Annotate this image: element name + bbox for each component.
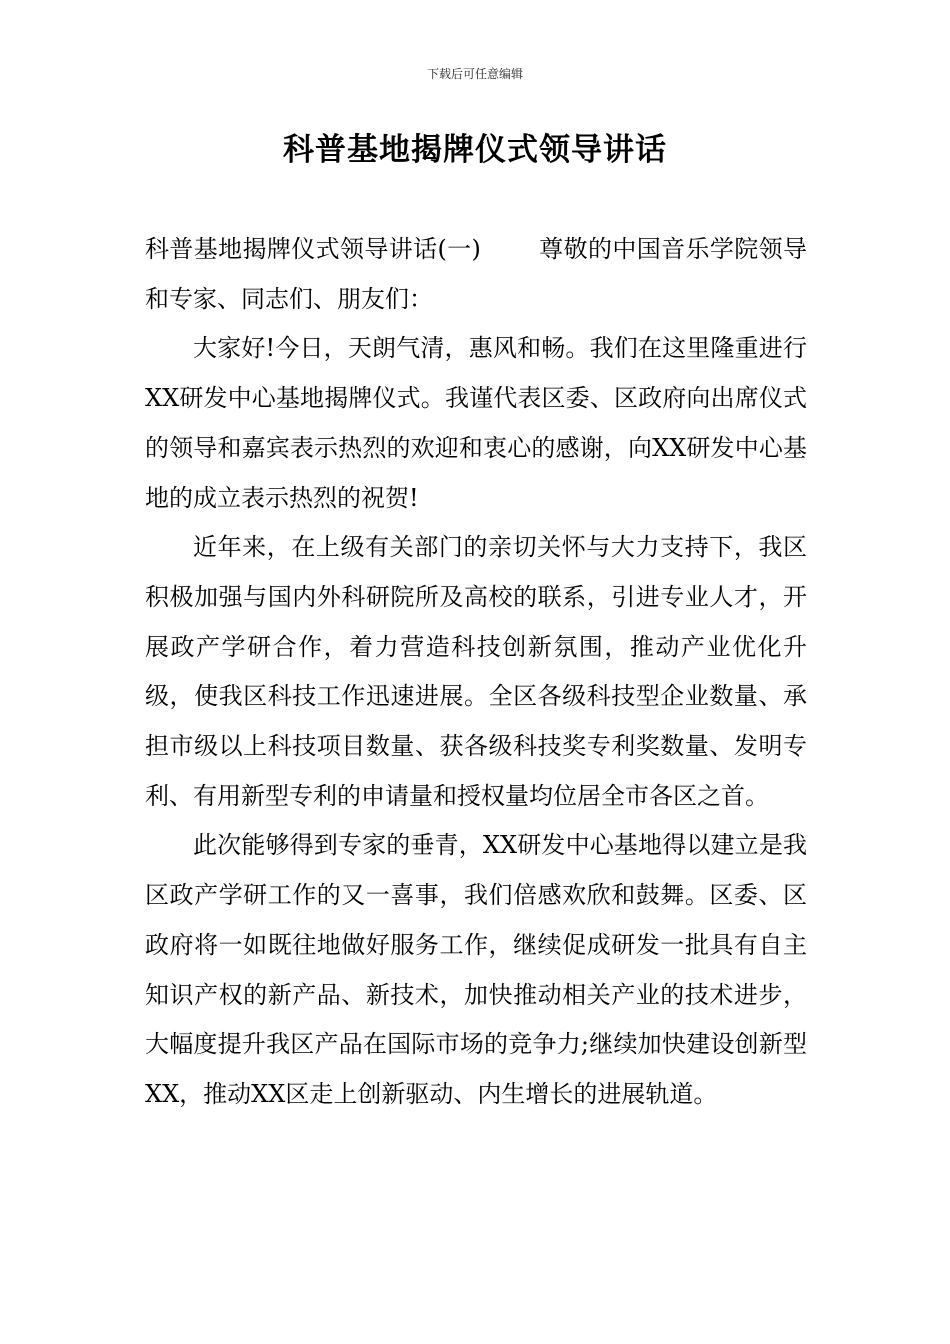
paragraph-welcome: 大家好!今日，天朗气清，惠风和畅。我们在这里隆重进行XX研发中心基地揭牌仪式。我谨代表区委、区政府向出席仪式的领导和嘉宾表示热烈的欢迎和衷心的感谢，向XX研发中心基地的成立表示热烈的祝贺!	[145, 334, 807, 512]
intro-paragraph	[145, 225, 807, 324]
intro-salutation: 尊敬的中国音乐学院领导和专家、同志们、朋友们：	[145, 235, 807, 313]
header-note: 下载后可任意编辑	[426, 67, 523, 81]
document-body	[145, 225, 807, 1120]
document-title: 科普基地揭牌仪式领导讲话	[283, 132, 667, 168]
intro-lead: 科普基地揭牌仪式领导讲话(一)	[145, 235, 481, 263]
paragraph-achievements: 近年来，在上级有关部门的亲切关怀与大力支持下，我区积极加强与国内外科研院所及高校的联系，引进专业人才，开展政产学研合作，着力营造科技创新氛围，推动产业优化升级，使我区科技工作迅速进展。全区各级科技型企业数量、承担市级以上科技项目数量、获各级科技奖专利奖数量、发明专利、有用新型专利的申请量和授权量均位居全市各区之首。	[145, 533, 807, 810]
paragraph-outlook: 此次能够得到专家的垂青，XX研发中心基地得以建立是我区政产学研工作的又一喜事，我们倍感欢欣和鼓舞。区委、区政府将一如既往地做好服务工作，继续促成研发一批具有自主知识产权的新产品、新技术，加快推动相关产业的技术进步，大幅度提升我区产品在国际市场的竞争力;继续加快建设创新型XX，推动XX区走上创新驱动、内生增长的进展轨道。	[145, 831, 807, 1108]
